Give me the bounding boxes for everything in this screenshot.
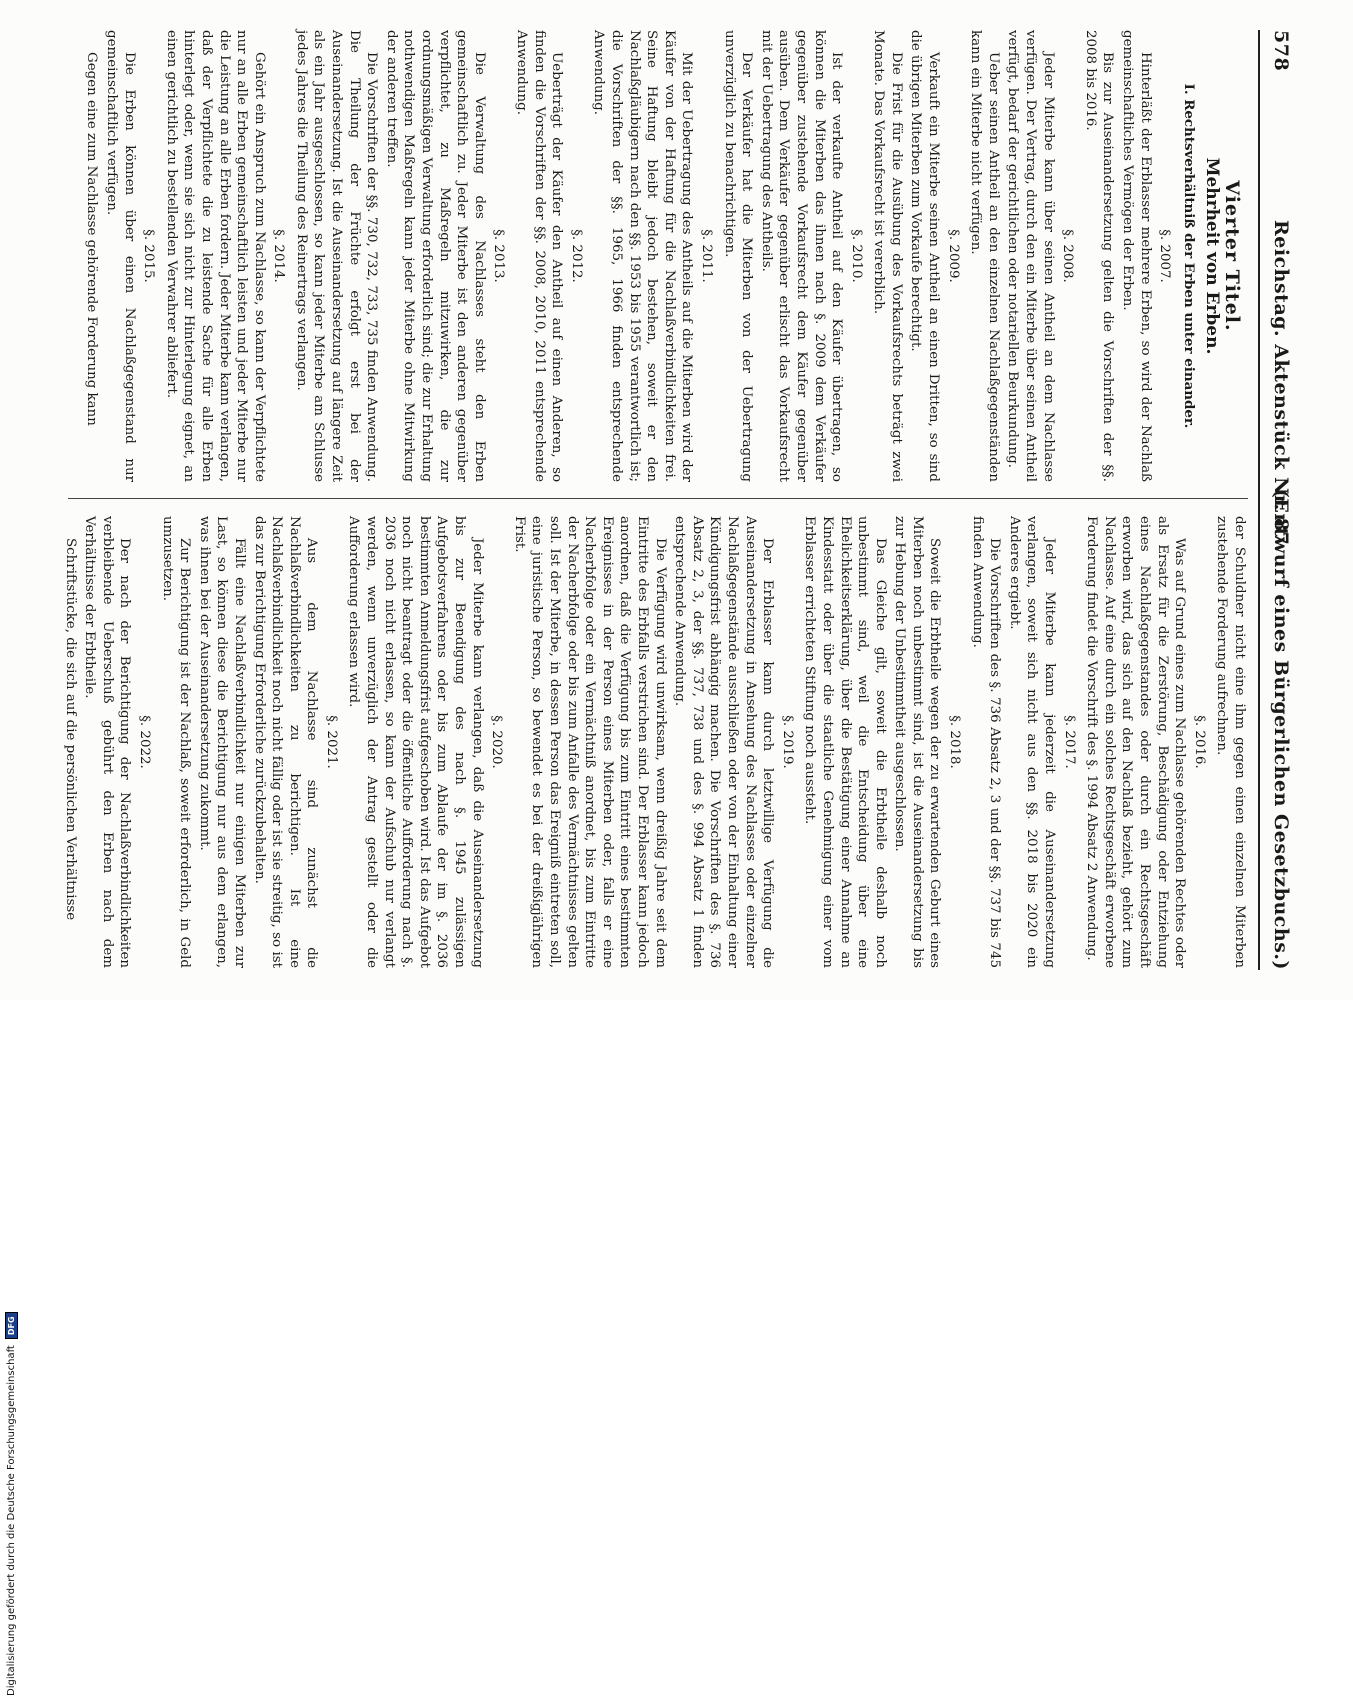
paragraph-text: Das Gleiche gilt, soweit die Erbtheile deshalb noch unbestimmt sind, weil die Entscheidung über eine Ehelichkeitserklärung, über die Bestätigung einer Annahme an Kindesstatt oder über die staatliche Genehmigung einer vom Erblasser errichteten Stiftung noch aussteht. (801, 516, 888, 968)
page-header (1256, 30, 1292, 970)
paragraph-text: Jeder Miterbe kann über seinen Antheil an dem Nachlasse verfügen. Der Vertrag, durch den ein Miterbe über seinen Antheil verfügt, bedarf der gerichtlichen oder notariellen Beurkundung. (1004, 30, 1056, 482)
paragraph-text: Gehört ein Anspruch zum Nachlasse, so kann der Verpflichtete nur an alle Erben gemeinschaftlich leisten und jeder Miterbe nur die Leistung an alle Erben fordern. Jeder Miterbe kann verlangen, daß der Verpflichtete die zu leistende Sache für alle Erben hinterlegt oder, wenn sie sich nicht zur Hinterlegung eignet, an einen gerichtlich zu bestellenden Verwahrer abliefert. (163, 30, 267, 482)
paragraph-number: §. 2019. (779, 715, 795, 769)
page-number: 578 (1269, 30, 1292, 72)
paragraph-text: Soweit die Erbtheile wegen der zu erwartenden Geburt eines Miterben noch unbestimmt sind, ist die Auseinandersetzung bis zur Hebung der Unbestimmtheit ausgeschlossen. (891, 516, 942, 968)
paragraph-text: Jeder Miterbe kann verlangen, daß die Auseinandersetzung bis zur Beendigung des nach §. 1945 zulässigen Aufgebotsverfahrens oder bis zum Ablaufe der im §. 2036 bestimmten Anmeldungsfrist aufgeschoben wird. Ist das Aufgebot noch nicht beantragt oder die öffentliche Aufforderung nach §. 2036 noch nicht erlassen, so kann der Aufschub nur verlangt werden, wenn unverzüglich der Antrag gestellt oder die Aufforderung erlassen wird. (346, 516, 485, 968)
paragraph-text: Schriftstücke, die sich auf die persönlichen Verhältnisse (62, 538, 78, 921)
left-column (80, 30, 1247, 482)
paragraph-text: Bis zur Auseinandersetzung gelten die Vorschriften der §§. 2008 bis 2016. (1082, 30, 1115, 482)
paragraph-text: Die Frist für die Ausübung des Vorkaufsrechts beträgt zwei Monate. Das Vorkaufsrecht ist vererblich. (870, 30, 904, 482)
paragraph-text: Ueberträgt der Käufer den Antheil auf einen Anderen, so finden die Vorschriften der §§. 2008, 2010, 2011 entsprechende Anwendung. (513, 30, 564, 482)
paragraph-text: Mit der Uebertragung des Antheils auf die Miterben wird der Käufer von der Haftung für die Nachlaßverbindlichkeiten frei. Seine Haftung bleibt jedoch bestehen, soweit er den Nachlaßgläubigern nach den §§. 1953 bis 1955 verantwortlich ist; die Vorschriften der §§. 1965, 1966 finden entsprechende Anwendung. (590, 30, 694, 482)
paragraph-text: der Schuldner nicht eine ihm gegen einen einzelnen Miterben zustehende Forderung aufrechnen. (1213, 516, 1247, 968)
paragraph-number: §. 2010. (848, 229, 864, 283)
section-subheading: I. Rechtsverhältniß der Erben unter einander. (1180, 83, 1197, 429)
paragraph-text: Die Erben können über einen Nachlaßgegenstand nur gemeinschaftlich verfügen. (103, 30, 137, 482)
section-title: Vierter Titel. (1220, 180, 1243, 332)
paragraph-text: Der Erblasser kann durch letztwillige Verfügung die Auseinandersetzung in Ansehung des Nachlasses oder einzelner Nachlaßgegenstände ausschließen oder von der Einhaltung einer Kündigungsfrist abhängig machen. Die Vorschriften des §. 736 Absatz 2, 3, der §§. 737, 738 und des §. 994 Absatz 1 finden entsprechende Anwendung. (671, 516, 775, 968)
paragraph-number: §. 2013. (490, 229, 506, 283)
paragraph-text: Die Vorschriften der §§. 730, 732, 733, 735 finden Anwendung. Die Theilung der Früchte erfolgt erst bei der Auseinandersetzung. Ist die Auseinandersetzung auf längere Zeit als ein Jahr ausgeschlossen, so kann jeder Miterbe am Schlusse jedes Jahres die Theilung des Reinertrags verlangen. (293, 30, 379, 482)
paragraph-text: Aus dem Nachlasse sind zunächst die Nachlaßverbindlichkeiten zu berichtigen. Ist eine Nachlaßverbindlichkeit noch nicht fällig oder ist sie streitig, so ist das zur Berichtigung Erforderliche zurückzubehalten. (251, 516, 319, 968)
header-title: Reichstag. Aktenstück Nr. 87. (1269, 220, 1292, 553)
paragraph-text: Ueber seinen Antheil an den einzelnen Nachlaßgegenständen kann ein Miterbe nicht verfügen. (967, 30, 1001, 482)
paragraph-number: §. 2012. (568, 229, 584, 283)
digitization-text: Digitalisierung gefördert durch die Deutsche Forschungsgemeinschaft (5, 1345, 17, 1696)
paragraph-text: Fällt eine Nachlaßverbindlichkeit nur einigen Miterben zur Last, so können diese die Berichtigung nur aus dem erlangen, was ihnen bei der Auseinandersetzung zukommt. (196, 516, 247, 968)
paragraph-text: Hinterläßt der Erblasser mehrere Erben, so wird der Nachlaß gemeinschaftliches Vermögen der Erben. (1119, 30, 1153, 482)
column-divider (68, 498, 1248, 499)
paragraph-number: §. 2011. (698, 229, 714, 283)
paragraph-number: §. 2016. (1191, 715, 1207, 769)
paragraph-number: §. 2008. (1059, 229, 1075, 283)
paragraph-number: §. 2021. (323, 715, 339, 769)
paragraph-number: §. 2015. (140, 229, 156, 283)
paragraph-text: Die Verwaltung des Nachlasses steht den Erben gemeinschaftlich zu. Jeder Miterbe ist den anderen gegenüber verpflichtet, zu Maßregeln mitzuwirken, die zur ordnungsmäßigen Verwaltung erforderlich sind; die zur Erhaltung nothwendigen Maßregeln kann jeder Miterbe ohne Mitwirkung der anderen treffen. (383, 30, 487, 482)
paragraph-text: Was auf Grund eines zum Nachlasse gehörenden Rechtes oder als Ersatz für die Zerstörung, Beschädigung oder Entziehung eines Nachlaßgegenstandes oder durch ein Rechtsgeschäft erworben wird, das sich auf den Nachlaß bezieht, gehört zum Nachlasse. Auf eine durch ein solches Rechtsgeschäft erworbene Forderung findet die Vorschrift des §. 1994 Absatz 2 Anwendung. (1083, 516, 1187, 968)
dfg-logo: DFG (5, 1312, 18, 1339)
paragraph-number: §. 2014. (270, 229, 286, 283)
paragraph-number: §. 2020. (488, 715, 504, 769)
paragraph-number: §. 2007. (1156, 229, 1172, 283)
paragraph-text: Der Verkäufer hat die Miterben von der Uebertragung unverzüglich zu benachrichtigen. (721, 30, 754, 482)
right-column (59, 516, 1248, 968)
paragraph-text: Die Vorschriften des §. 736 Absatz 2, 3 und der §§. 737 bis 745 finden Anwendung. (969, 516, 1002, 968)
paragraph-text: Gegen eine zum Nachlasse gehörende Forderung kann (83, 52, 99, 426)
paragraph-text: Der nach der Berichtigung der Nachlaßverbindlichkeiten verbleibende Ueberschuß gebührt den Erben nach dem Verhältnisse der Erbtheile. (81, 516, 132, 968)
paragraph-number: §. 2009. (945, 229, 961, 283)
digitization-notice (2, 274, 20, 1696)
header-rule (1258, 30, 1260, 970)
rotated-document (62, 30, 1292, 970)
paragraph-text: Jeder Miterbe kann jederzeit die Auseinandersetzung verlangen, soweit sich nicht aus den §§. 2018 bis 2020 ein Anderes ergiebt. (1006, 516, 1057, 968)
section-subtitle: Mehrheit von Erben. (1201, 157, 1222, 355)
paragraph-text: Die Verfügung wird unwirksam, wenn dreißig Jahre seit dem Eintritte des Erbfalls verstrichen sind. Der Erblasser kann jedoch anordnen, daß die Verfügung bis zum Eintritt eines bestimmten Ereignisses in der Person eines Miterben oder, falls er eine Nacherbfolge oder ein Vermächtniß anordnet, bis zum Eintritte der Nacherbfolge oder bis zum Anfalle des Vermächtnisses gelten soll. Ist der Miterbe, in dessen Person das Ereigniß eintreten soll, eine juristische Person, so bewendet es bei der dreißigjährigen Frist. (511, 516, 668, 968)
paragraph-text: Ist der verkaufte Antheil auf den Käufer übertragen, so können die Miterben das ihnen nach §. 2009 dem Verkäufer gegenüber zustehende Vorkaufsrecht dem Käufer gegenüber ausüben. Dem Verkäufer gegenüber erlischt das Vorkaufsrecht mit der Uebertragung des Antheils. (758, 30, 844, 482)
paragraph-text: Verkauft ein Miterbe seinen Antheil an einen Dritten, so sind die übrigen Miterben zum Vorkaufe berechtigt. (908, 30, 941, 482)
paragraph-number: §. 2018. (946, 715, 962, 769)
paragraph-number: §. 2017. (1061, 715, 1077, 769)
header-subtitle: (Entwurf eines Bürgerlichen Gesetzbuchs.) (1269, 488, 1292, 970)
paragraph-number: §. 2022. (136, 715, 152, 769)
paragraph-text: Zur Berichtigung ist der Nachlaß, soweit erforderlich, in Geld umzusetzen. (159, 516, 192, 968)
